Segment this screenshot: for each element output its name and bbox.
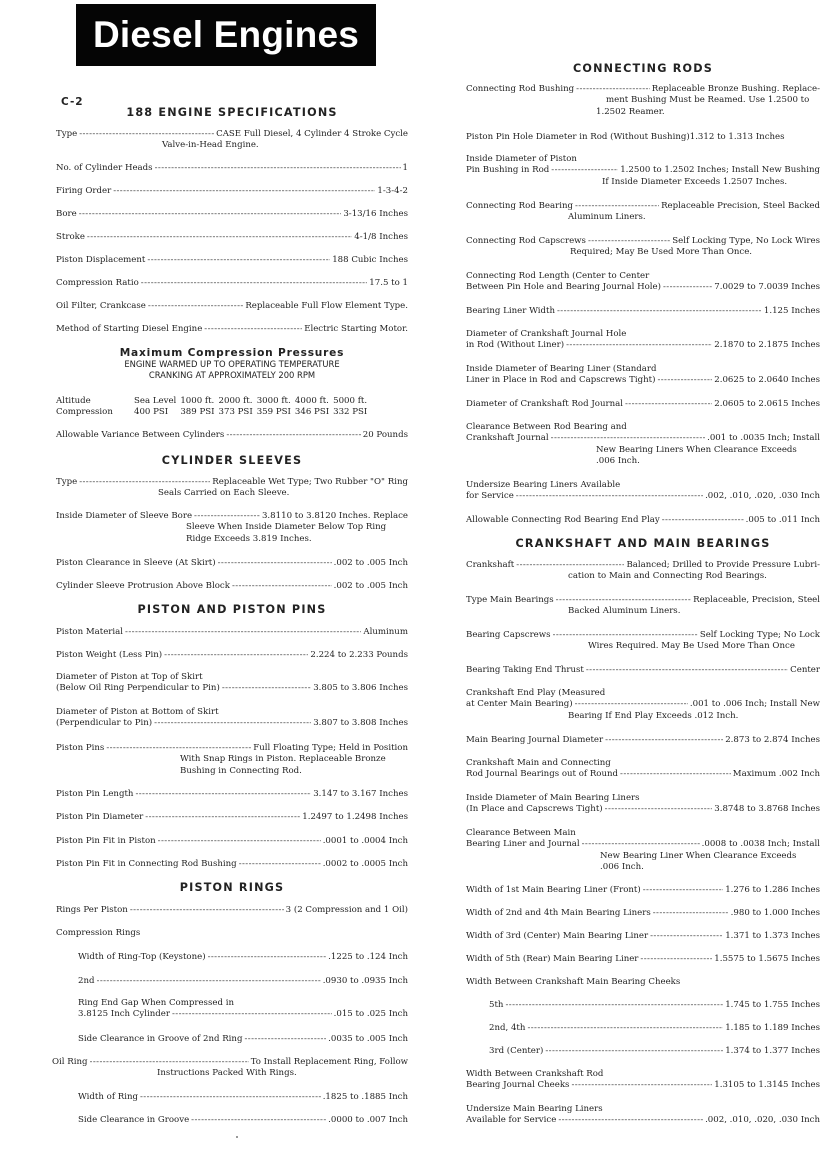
crank-journal-hole: Diameter of Crankshaft Journal Hole in Rod (Without Liner) ----- 2.1870 to 2.1875 Inches [466, 329, 820, 352]
max-compression-subtitle-1: ENGINE WARMED UP TO OPERATING TEMPERATURE [124, 359, 340, 370]
heading-crankshaft: CRANKSHAFT AND MAIN BEARINGS [515, 537, 771, 550]
spec-oil-filter: Oil Filter, Crankcase ----- Replaceable Full Flow Element Type. [56, 301, 408, 312]
piston-pin-diameter: Piston Pin Diameter ----- 1.2497 to 1.2498 Inches [56, 812, 408, 823]
compression-rings-label: Compression Rings [56, 928, 141, 938]
spec-starting-method: Method of Starting Diesel Engine ----- Electric Starting Motor. [56, 324, 408, 335]
rod-end-play: Allowable Connecting Rod Bearing End Play ----- .005 to .011 Inch [466, 515, 820, 526]
liner-width-5th: Width of 5th (Rear) Main Bearing Liner ----- 1.5575 to 1.5675 Inches [466, 954, 820, 965]
crankshaft-end-play: Crankshaft End Play (Measured at Center Main Bearing) ----- .001 to .006 Inch; Install New Bearing If End Play Exceeds .012 Inch. [466, 688, 820, 722]
spec-bore: Bore ----- 3-13/16 Inches [56, 209, 408, 220]
rod-capscrews: Connecting Rod Capscrews ----- Self Locking Type, No Lock Wires Required; May Be Used More Than Once. [466, 236, 820, 259]
piston-diameter-bottom-skirt: Diameter of Piston at Bottom of Skirt (Perpendicular to Pin) ----- 3.807 to 3.808 Inches [56, 707, 408, 730]
heading-piston-rings: PISTON RINGS [179, 881, 285, 894]
liner-width-2nd-4th: Width of 2nd and 4th Main Bearing Liners ----- .980 to 1.000 Inches [466, 908, 820, 919]
max-compression-subtitle-2: CRANKING AT APPROXIMATELY 200 RPM [148, 370, 316, 381]
main-liner-inside-diameter: Inside Diameter of Main Bearing Liners (In Place and Capscrews Tight) ----- 3.8748 to 3.8768 Inches [466, 793, 820, 816]
heading-engine-specs: 188 ENGINE SPECIFICATIONS [126, 106, 338, 119]
piston-pins: Piston Pins ----- Full Floating Type; Held in Position With Snap Rings in Piston. Replaceable Bronze Bushing in Connecting Rod. [56, 743, 408, 777]
ring-2nd-width: 2nd ----- .0930 to .0935 Inch [78, 976, 408, 987]
document-title: Diesel Engines [76, 4, 376, 66]
ring-end-gap: Ring End Gap When Compressed in 3.8125 Inch Cylinder ----- .015 to .025 Inch [78, 998, 408, 1021]
piston-weight: Piston Weight (Less Pin) ----- 2.224 to 2.233 Pounds [56, 650, 408, 661]
main-journal-diameter: Main Bearing Journal Diameter ----- 2.873 to 2.874 Inches [466, 735, 820, 746]
bearing-liner-width: Bearing Liner Width ----- 1.125 Inches [466, 306, 820, 317]
oil-ring: Oil Ring ----- To Install Replacement Ring, Follow Instructions Packed With Rings. [52, 1057, 408, 1080]
pin-bushing-diameter: Inside Diameter of Piston Pin Bushing in Rod ----- 1.2500 to 1.2502 Inches; Install New Bushing If Inside Diameter Exceeds 1.2507 Inches. [466, 154, 820, 188]
rod-bushing: Connecting Rod Bushing ----- Replaceable Bronze Bushing. Replace- ment Bushing Must be Reamed. Use 1.2500 to 1.2502 Reamer. [466, 84, 820, 118]
piston-pin-fit-bushing: Piston Pin Fit in Connecting Rod Bushing ----- .0002 to .0005 Inch [56, 859, 408, 870]
undersize-main-liners: Undersize Main Bearing Liners Available for Service ----- .002, .010, .020, .030 Inch [466, 1104, 820, 1127]
spec-displacement: Piston Displacement ----- 188 Cubic Inches [56, 255, 408, 266]
bearing-capscrews: Bearing Capscrews ----- Self Locking Type; No Lock Wires Required. May Be Used More Than Once [466, 630, 820, 653]
rod-journal-cheeks: Width Between Crankshaft Rod Bearing Journal Cheeks ----- 1.3105 to 1.3145 Inches [466, 1069, 820, 1092]
end-thrust-bearing: Bearing Taking End Thrust ----- Center [466, 665, 820, 676]
spec-firing-order: Firing Order ----- 1-3-4-2 [56, 186, 408, 197]
max-compression-block [56, 348, 408, 381]
ring-top-width: Width of Ring-Top (Keystone) ----- .1225 to .124 Inch [78, 952, 408, 963]
piston-diameter-top-skirt: Diameter of Piston at Top of Skirt (Below Oil Ring Perpendicular to Pin) ----- 3.805 to 3.806 Inches [56, 672, 408, 695]
cheeks-2nd-4th: 2nd, 4th ----- 1.185 to 1.189 Inches [489, 1023, 820, 1034]
rod-length: Connecting Rod Length (Center to Center Between Pin Hole and Bearing Journal Hole) ----- 7.0029 to 7.0039 Inches [466, 271, 820, 294]
oil-ring-width: Width of Ring ----- .1825 to .1885 Inch [78, 1092, 408, 1103]
compression-table [56, 396, 371, 419]
crankshaft: Crankshaft ----- Balanced; Drilled to Provide Pressure Lubri- cation to Main and Connecting Rod Bearings. [466, 560, 820, 583]
piston-pin-length: Piston Pin Length ----- 3.147 to 3.167 Inches [56, 789, 408, 800]
cheeks-5th: 5th ----- 1.745 to 1.755 Inches [489, 1000, 820, 1011]
bearing-liner-inside-diameter: Inside Diameter of Bearing Liner (Standard Liner in Place in Rod and Capscrews Tight) ----- 2.0625 to 2.0640 Inches [466, 364, 820, 387]
crank-rod-journal-diameter: Diameter of Crankshaft Rod Journal ----- 2.0605 to 2.0615 Inches [466, 399, 820, 410]
sleeve-bore-diameter: Inside Diameter of Sleeve Bore ----- 3.8110 to 3.8120 Inches. Replace Sleeve When Inside Diameter Below Top Ring Ridge Exceeds 3.819 Inches. [56, 511, 408, 545]
spec-type: Type ----- CASE Full Diesel, 4 Cylinder 4 Stroke Cycle Valve-in-Head Engine. [56, 129, 408, 152]
max-compression-title: Maximum Compression Pressures [119, 347, 345, 359]
heading-connecting-rods: CONNECTING RODS [572, 62, 713, 75]
rod-bearing-clearance: Clearance Between Rod Bearing and Crankshaft Journal ----- .001 to .0035 Inch; Install New Bearing Liners When Clearance Exceeds .006 Inch. [466, 422, 820, 468]
pin-hole-diameter: Piston Pin Hole Diameter in Rod (Without Bushing) 1.312 to 1.313 Inches [466, 132, 785, 142]
undersize-rod-liners: Undersize Bearing Liners Available for Service ----- .002, .010, .020, .030 Inch [466, 480, 820, 503]
ring-side-clearance: Side Clearance in Groove of 2nd Ring ----- .0035 to .005 Inch [78, 1034, 408, 1045]
cheeks-label: Width Between Crankshaft Main Bearing Cheeks [466, 977, 681, 987]
heading-cylinder-sleeves: CYLINDER SLEEVES [161, 454, 303, 467]
rod-bearing: Connecting Rod Bearing ----- Replaceable Precision, Steel Backed Aluminum Liners. [466, 201, 820, 224]
spec-variance: Allowable Variance Between Cylinders ----- 20 Pounds [56, 430, 408, 441]
heading-piston-pins: PISTON AND PISTON PINS [137, 603, 327, 616]
altitude-row: Altitude Sea Level 1000 ft. 2000 ft. 3000 ft. 4000 ft. 5000 ft. [56, 396, 368, 406]
main-liner-clearance: Clearance Between Main Bearing Liner and Journal ----- .0008 to .0038 Inch; Install New Bearing Liner When Clearance Exceeds .006 Inch. [466, 828, 820, 874]
spec-compression-ratio: Compression Ratio ----- 17.5 to 1 [56, 278, 408, 289]
spec-stroke: Stroke ----- 4-1/8 Inches [56, 232, 408, 243]
sleeve-type: Type ----- Replaceable Wet Type; Two Rubber "O" Ring Seals Carried on Each Sleeve. [56, 477, 408, 500]
cheeks-3rd: 3rd (Center) ----- 1.374 to 1.377 Inches [489, 1046, 820, 1057]
oil-ring-side-clearance: Side Clearance in Groove ----- .0000 to .007 Inch [78, 1115, 408, 1126]
spec-cylinder-heads: No. of Cylinder Heads ----- 1 [56, 163, 408, 174]
out-of-round: Crankshaft Main and Connecting Rod Journal Bearings out of Round ----- Maximum .002 Inch [466, 758, 820, 781]
page-mark [236, 1136, 238, 1138]
piston-material: Piston Material ----- Aluminum [56, 627, 408, 638]
compression-row: Compression 400 PSI 389 PSI 373 PSI 359 PSI 346 PSI 332 PSI [56, 407, 368, 418]
sleeve-protrusion: Cylinder Sleeve Protrusion Above Block ----- .002 to .005 Inch [56, 581, 408, 592]
rings-per-piston: Rings Per Piston ----- 3 (2 Compression and 1 Oil) [56, 905, 408, 916]
piston-pin-fit-piston: Piston Pin Fit in Piston ----- .0001 to .0004 Inch [56, 836, 408, 847]
page-code: C-2 [61, 96, 84, 108]
liner-width-3rd: Width of 3rd (Center) Main Bearing Liner ----- 1.371 to 1.373 Inches [466, 931, 820, 942]
liner-width-1st: Width of 1st Main Bearing Liner (Front) ----- 1.276 to 1.286 Inches [466, 885, 820, 896]
main-bearing-type: Type Main Bearings ----- Replaceable, Precision, Steel Backed Aluminum Liners. [466, 595, 820, 618]
sleeve-piston-clearance: Piston Clearance in Sleeve (At Skirt) ----- .002 to .005 Inch [56, 558, 408, 569]
